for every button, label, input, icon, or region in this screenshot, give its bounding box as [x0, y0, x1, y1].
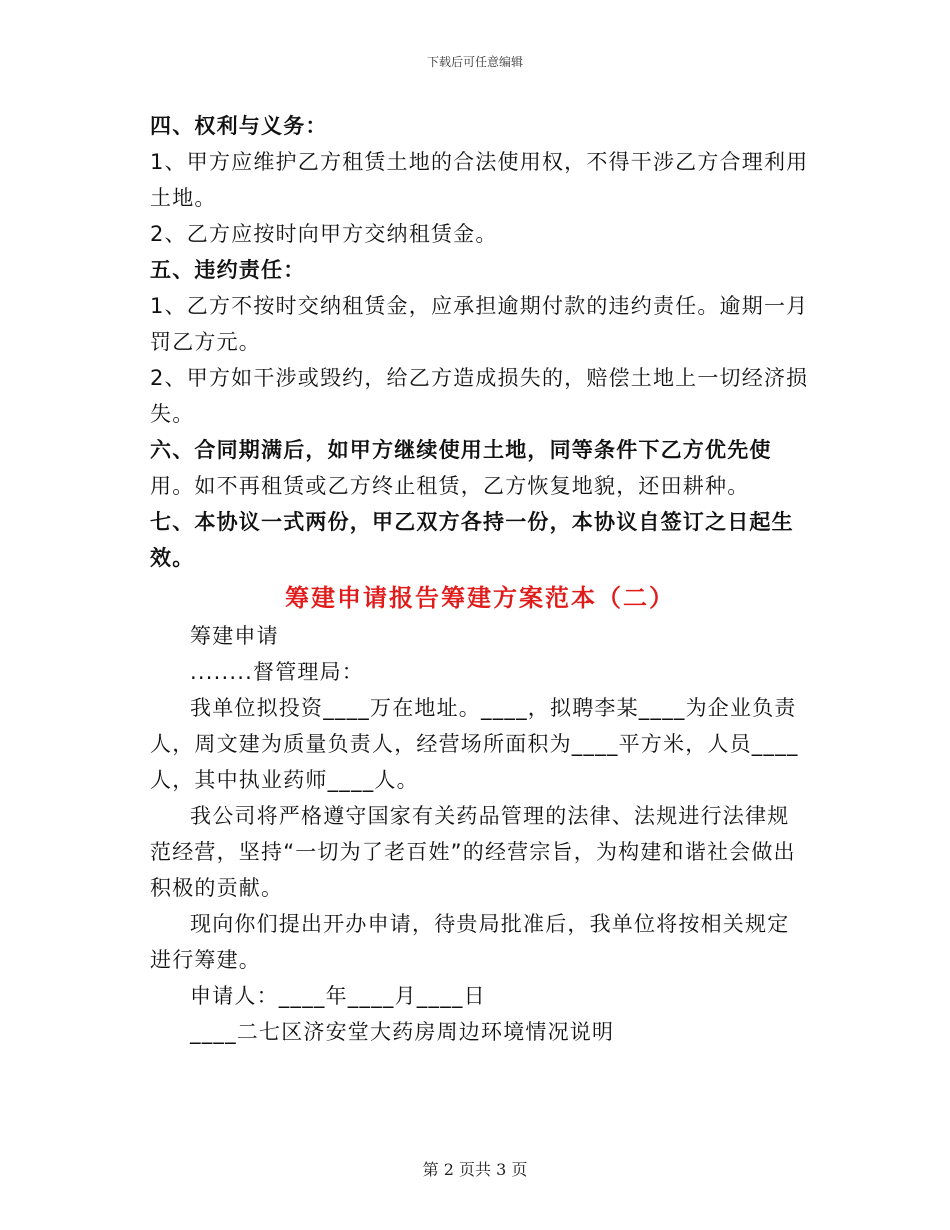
application-environment-note: ____二七区济安堂大药房周边环境情况说明	[190, 1020, 615, 1044]
clause-paragraph-copies: 七、本协议一式两份，甲乙双方各持一份，本协议自签订之日起生效。	[150, 510, 794, 570]
section-heading-rights: 四、权利与义务：	[150, 114, 328, 138]
application-addressee: ........督管理局：	[190, 660, 365, 684]
page-number: 第 2 页共 3 页	[422, 1160, 528, 1179]
clause-paragraph: 2、乙方应按时向甲方交纳租赁金。	[150, 222, 498, 246]
clause-bold-part: 六、合同期满后，如甲方继续使用土地，同等条件下乙方优先使	[150, 438, 772, 462]
clause-paragraph: 1、乙方不按时交纳租赁金，应承担逾期付款的违约责任。逾期一月罚乙方元。	[150, 294, 809, 354]
application-signature-line: 申请人：____年____月____日	[190, 984, 486, 1008]
application-paragraph: 我单位拟投资____万在地址。____，拟聘李某____为企业负责人，周文建为质量负责人，经营场所面积为____平方米，人员____人，其中执业药师____人。	[150, 696, 799, 792]
clause-paragraph: 1、甲方应维护乙方租赁土地的合法使用权，不得干涉乙方合理利用土地。	[150, 150, 809, 210]
section-heading-liability: 五、违约责任：	[150, 258, 306, 282]
clause-regular-part: 用。如不再租赁或乙方终止租赁，乙方恢复地貌，还田耕种。	[150, 474, 750, 498]
clause-paragraph: 2、甲方如干涉或毁约，给乙方造成损失的，赔偿土地上一切经济损失。	[150, 366, 809, 426]
application-heading: 筹建申请	[190, 624, 279, 648]
application-paragraph: 现向你们提出开办申请，待贵局批准后，我单位将按相关规定进行筹建。	[150, 912, 790, 972]
clause-paragraph-expiry	[150, 432, 810, 504]
section-title: 筹建申请报告筹建方案范本（二）	[285, 584, 675, 612]
page-header: 下载后可任意编辑	[426, 55, 523, 69]
document-body	[150, 108, 810, 1050]
application-paragraph: 我公司将严格遵守国家有关药品管理的法律、法规进行法律规范经营，坚持“一切为了老百姓”的经营宗旨，为构建和谐社会做出积极的贡献。	[150, 804, 796, 900]
